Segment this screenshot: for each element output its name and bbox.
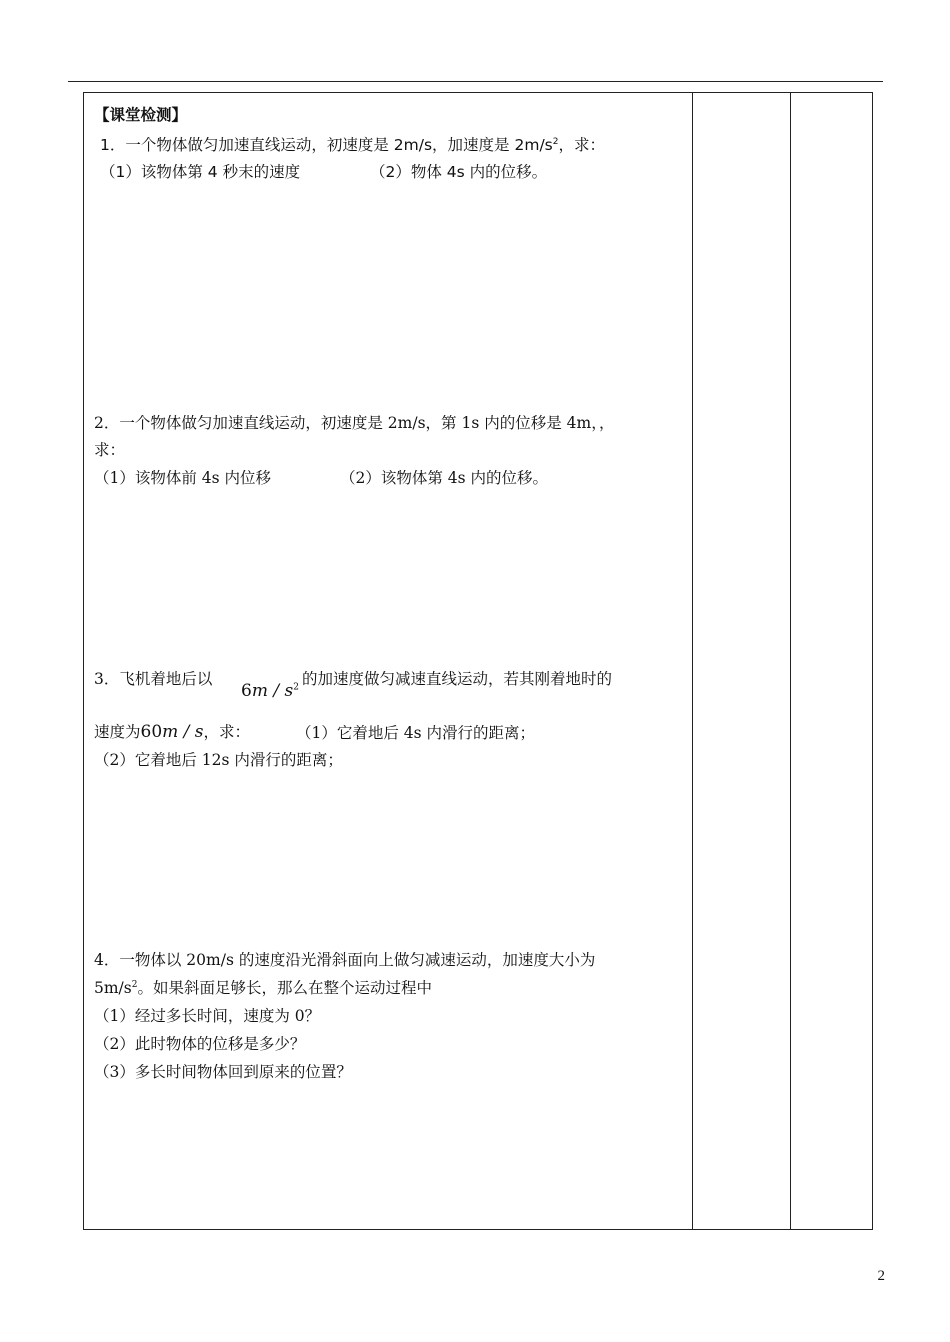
column-divider	[692, 93, 693, 1229]
problem-2-sub1: （1）该物体前 4s 内位移	[94, 469, 272, 487]
section-title: 【课堂检测】	[94, 106, 188, 124]
worksheet-table	[83, 92, 873, 1230]
problem-4-sub1: （1）经过多长时间，速度为 0？	[94, 1007, 321, 1025]
problem-3-stem-b: 的加速度做匀减速直线运动，若其刚着地时的	[302, 670, 613, 688]
problem-1-sub2: （2）物体 4s 内的位移。	[370, 163, 548, 181]
problem-3-sub2: （2）它着地后 12s 内滑行的距离；	[94, 751, 343, 769]
problem-2-stem-cont: 求：	[94, 441, 126, 459]
header-rule	[68, 81, 883, 82]
problem-3-stem-a: 3．飞机着地后以	[94, 670, 213, 688]
problem-3-line2: 速度为60m / s，求：	[94, 722, 251, 742]
problem-3-sub1: （1）它着地后 4s 内滑行的距离；	[296, 724, 536, 742]
problem-4-stem2: $5m/s^2$。如果斜面足够长，那么在整个运动过程中	[94, 979, 432, 997]
problem-2-stem: 2．一个物体做匀加速直线运动，初速度是 2m/s，第 1s 内的位移是 4m，，	[94, 414, 615, 432]
problem-4-sub2: （2）此时物体的位移是多少？	[94, 1035, 306, 1053]
problem-1-stem: 1．一个物体做匀加速直线运动，初速度是 2m/s，加速度是 $2m/s^2$，求：	[100, 136, 605, 154]
acceleration-expression: $6m / s^2$	[241, 681, 299, 701]
content-cell	[84, 93, 684, 1229]
page-number: 2	[877, 1268, 885, 1284]
column-divider	[790, 93, 791, 1229]
problem-1-sub1: （1）该物体第 4 秒末的速度	[100, 163, 301, 181]
problem-2-sub2: （2）该物体第 4s 内的位移。	[340, 469, 549, 487]
problem-4-sub3: （3）多长时间物体回到原来的位置？	[94, 1063, 352, 1081]
problem-4-stem: 4．一物体以 20m/s 的速度沿光滑斜面向上做匀减速运动，加速度大小为	[94, 951, 596, 969]
speed-expression: 60m / s	[140, 722, 204, 742]
